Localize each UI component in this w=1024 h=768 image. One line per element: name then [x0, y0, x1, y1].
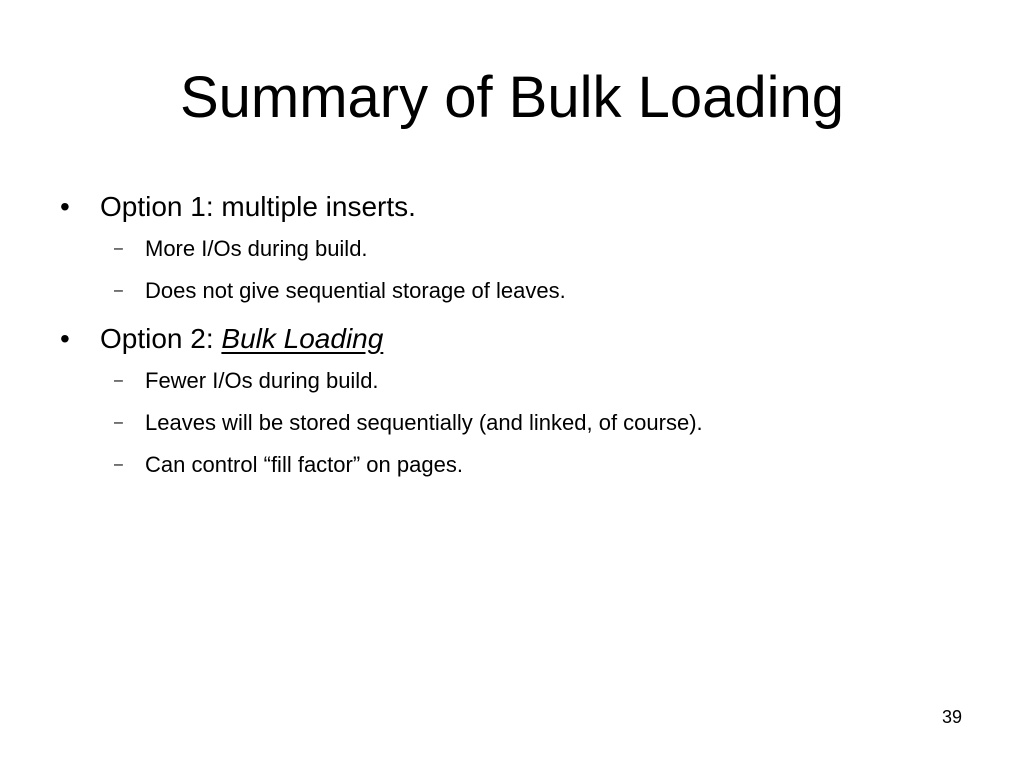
sub-item-text: Fewer I/Os during build. [145, 368, 379, 393]
sub-item [58, 270, 978, 312]
sub-marker: – [114, 414, 123, 431]
sub-item-text: More I/Os during build. [145, 236, 368, 261]
sub-item [58, 228, 978, 270]
sub-marker: – [114, 282, 123, 299]
bullet-item-option-1 [58, 186, 978, 228]
bullet-text-prefix: Option 2: [100, 323, 222, 354]
sub-item [58, 360, 978, 402]
sub-item-text: Can control “fill factor” on pages. [145, 452, 463, 477]
sub-item-text: Leaves will be stored sequentially (and linked, of course). [145, 410, 703, 435]
sub-list-option-2 [58, 360, 978, 486]
sub-marker: – [114, 372, 123, 389]
sub-list-container [58, 228, 978, 312]
bullet-marker: • [60, 191, 70, 222]
bullet-marker: • [60, 323, 70, 354]
sub-list-option-1 [58, 228, 978, 312]
sub-item [58, 402, 978, 444]
bullet-list [58, 186, 978, 492]
sub-marker: – [114, 456, 123, 473]
slide-title: Summary of Bulk Loading [179, 65, 845, 130]
bulk-loading-emphasis: Bulk Loading [221, 323, 384, 354]
bullet-text: Option 1: multiple inserts. [100, 191, 416, 222]
page-number: 39 [941, 707, 962, 727]
sub-marker: – [114, 240, 123, 257]
sub-list-container [58, 360, 978, 486]
sub-item [58, 444, 978, 486]
sub-item-text: Does not give sequential storage of leaves. [145, 278, 566, 303]
bullet-item-option-2 [58, 318, 978, 360]
